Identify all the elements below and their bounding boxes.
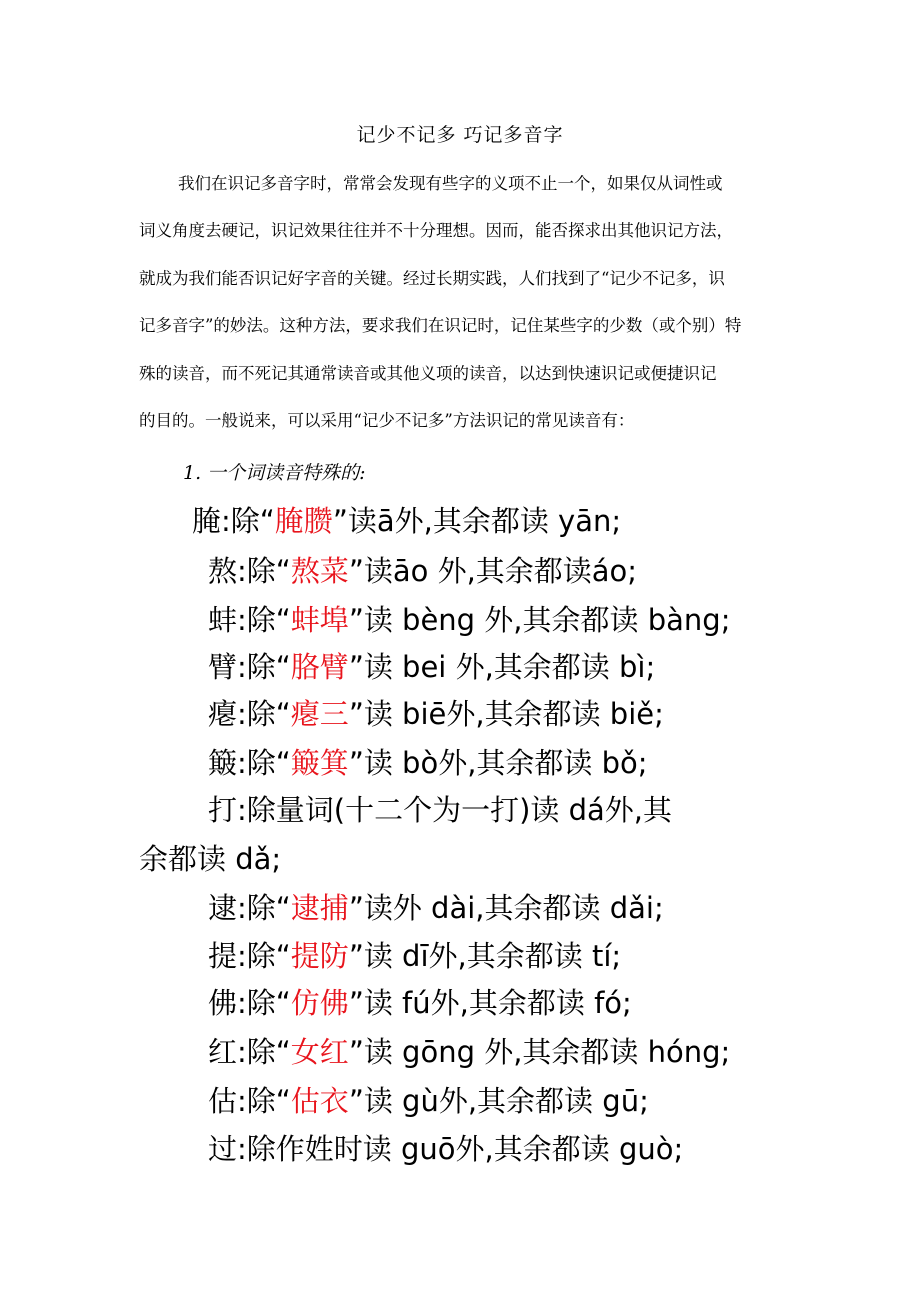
entry-line bbox=[208, 1032, 730, 1072]
entry-head: 过:除作姓时读 guō外,其余都读 guò; bbox=[208, 1132, 684, 1166]
entry-head: 红:除“ bbox=[208, 1035, 291, 1069]
entry-head: 腌:除“ bbox=[192, 504, 275, 538]
entry-head: 打:除量词(十二个为一打)读 dá外,其 bbox=[208, 793, 673, 827]
entry-line-continued bbox=[139, 839, 281, 879]
entry-tail: ”读 gù外,其余都读 gū; bbox=[348, 1084, 649, 1118]
entry-tail: ”读 bei 外,其余都读 bì; bbox=[348, 650, 656, 684]
entry-head: 提:除“ bbox=[208, 939, 291, 973]
intro-line: 词义角度去硬记，识记效果往往并不十分理想。因而，能否探求出其他识记方法， bbox=[139, 221, 733, 240]
entry-line bbox=[208, 551, 637, 591]
entry-head: 熬:除“ bbox=[208, 554, 291, 588]
entry-tail: ”读ā外,其余都读 yān; bbox=[332, 504, 622, 538]
entry-highlight-word: 估衣 bbox=[290, 1084, 349, 1118]
entry-head: 臂:除“ bbox=[208, 650, 291, 684]
entry-highlight-word: 胳臂 bbox=[290, 650, 349, 684]
entry-highlight-word: 瘪三 bbox=[290, 697, 349, 731]
entry-line bbox=[208, 983, 632, 1023]
entry-highlight-word: 仿佛 bbox=[290, 986, 349, 1020]
entry-head: 瘪:除“ bbox=[208, 697, 291, 731]
entry-tail: ”读 dī外,其余都读 tí; bbox=[348, 939, 622, 973]
entry-tail: ”读 gōng 外,其余都读 hóng; bbox=[348, 1035, 731, 1069]
intro-line: 就成为我们能否识记好字音的关键。经过长期实践，人们找到了“记少不记多，识 bbox=[139, 269, 725, 288]
entry-highlight-word: 女红 bbox=[290, 1035, 349, 1069]
entry-line bbox=[208, 790, 672, 830]
entry-line bbox=[208, 647, 655, 687]
entry-line bbox=[208, 694, 664, 734]
entry-tail: ”读 bò外,其余都读 bǒ; bbox=[348, 746, 648, 780]
entry-line bbox=[208, 936, 621, 976]
entry-head: 估:除“ bbox=[208, 1084, 291, 1118]
intro-line: 殊的读音，而不死记其通常读音或其他义项的读音，以达到快速识记或便捷识记 bbox=[139, 364, 717, 383]
entry-highlight-word: 簸箕 bbox=[290, 746, 349, 780]
intro-line: 我们在识记多音字时，常常会发现有些字的义项不止一个，如果仅从词性或 bbox=[178, 174, 723, 193]
entry-line bbox=[208, 743, 648, 783]
entry-tail: ”读外 dài,其余都读 dǎi; bbox=[348, 891, 664, 925]
entry-tail: ”读 bèng 外,其余都读 bàng; bbox=[348, 603, 731, 637]
entry-head: 佛:除“ bbox=[208, 986, 291, 1020]
entry-highlight-word: 腌臜 bbox=[274, 504, 333, 538]
entry-head: 簸:除“ bbox=[208, 746, 291, 780]
entry-line bbox=[208, 600, 731, 640]
entry-head: 余都读 dǎ; bbox=[139, 842, 282, 876]
entry-line bbox=[192, 501, 621, 541]
section-heading: 1. 一个词读音特殊的: bbox=[183, 462, 366, 484]
entry-head: 逮:除“ bbox=[208, 891, 291, 925]
page-title: 记少不记多 巧记多音字 bbox=[356, 124, 564, 146]
entry-line bbox=[208, 888, 664, 928]
entry-line bbox=[208, 1081, 649, 1121]
entry-highlight-word: 蚌埠 bbox=[290, 603, 349, 637]
entry-tail: ”读āo 外,其余都读áo; bbox=[348, 554, 638, 588]
intro-line: 记多音字”的妙法。这种方法，要求我们在识记时，记住某些字的少数（或个别）特 bbox=[139, 316, 742, 335]
entry-tail: ”读 biē外,其余都读 biě; bbox=[348, 697, 664, 731]
entry-head: 蚌:除“ bbox=[208, 603, 291, 637]
entry-highlight-word: 提防 bbox=[290, 939, 349, 973]
intro-line: 的目的。一般说来，可以采用“记少不记多”方法识记的常见读音有： bbox=[139, 411, 635, 430]
entry-line bbox=[208, 1129, 683, 1169]
entry-highlight-word: 熬菜 bbox=[290, 554, 349, 588]
entry-highlight-word: 逮捕 bbox=[290, 891, 349, 925]
entry-tail: ”读 fú外,其余都读 fó; bbox=[348, 986, 632, 1020]
